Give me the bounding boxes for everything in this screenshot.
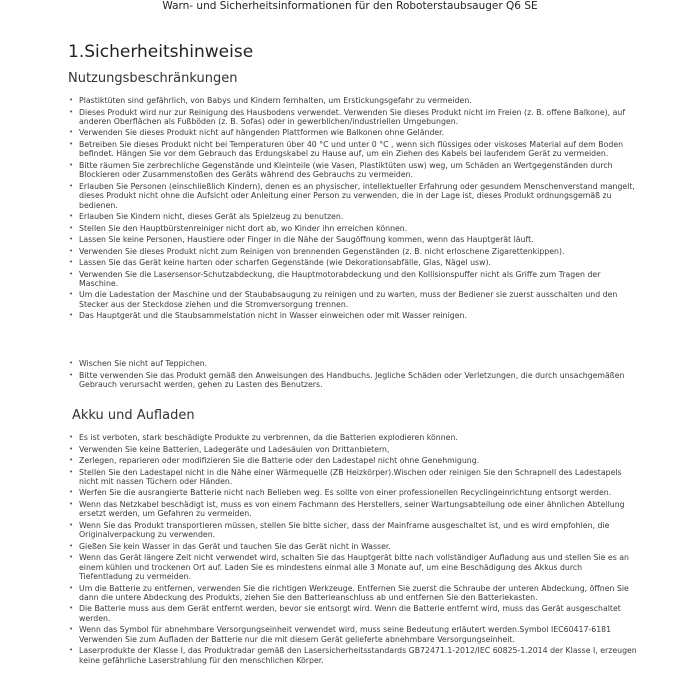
list-item: • Bitte räumen Sie zerbrechliche Gegenstände und Kleinteile (wie Vasen, Plastiktüten usw) weg, um Schäden an Wertgegenständen durch Blockieren oder Zusammenstoßen des Geräts während des Gebrauchs zu vermeiden. [68, 161, 638, 180]
list-item: • Werfen Sie die ausrangierte Batterie nicht nach Belieben weg. Es sollte von einer professionellen Recyclingeinrichtung entsorgt werden. [68, 488, 638, 497]
list-item: • Das Hauptgerät und die Staubsammelstation nicht in Wasser einweichen oder mit Wasser reinigen. [68, 311, 638, 320]
usage-restrictions-list [68, 96, 638, 323]
list-item: • Um die Batterie zu entfernen, verwenden Sie die richtigen Werkzeuge. Entfernen Sie zuerst die Schraube der unteren Abdeckung, öffnen Sie dann die untere Abdeckung des Produkts, ziehen Sie den Batterieanschluss ab und entfernen Sie den Batteriekasten. [68, 584, 638, 603]
list-item: • Bitte verwenden Sie das Produkt gemäß den Anweisungen des Handbuchs. Jegliche Schäden oder Verletzungen, die durch unsachgemäßen Gebrauch verursacht werden, gehen zu Lasten des Benutzers. [68, 371, 638, 390]
section-title: 1.Sicherheitshinweise [68, 42, 254, 62]
list-item: • Wischen Sie nicht auf Teppichen. [68, 359, 638, 368]
list-item: • Um die Ladestation der Maschine und der Staubabsaugung zu reinigen und zu warten, muss der Bediener sie zuerst ausschalten und den Stecker aus der Steckdose ziehen und die Stromversorgung trennen. [68, 290, 638, 309]
list-item: • Gießen Sie kein Wasser in das Gerät und tauchen Sie das Gerät nicht in Wasser. [68, 542, 638, 551]
list-item: • Stellen Sie den Hauptbürstenreiniger nicht dort ab, wo Kinder ihn erreichen können. [68, 224, 638, 233]
list-item: • Erlauben Sie Personen (einschließlich Kindern), denen es an physischer, intellektueller Erfahrung oder gesundem Menschenverstand mangelt, dieses Produkt nicht ohne die Aufsicht oder Anleitung einer Person zu verwenden, die in der Lage ist, dieses Produkt ordnungsgemäß zu bedienen. [68, 182, 638, 210]
list-item: • Verwenden Sie dieses Produkt nicht auf hängenden Plattformen wie Balkonen ohne Geländer. [68, 128, 638, 137]
battery-charging-heading: Akku und Aufladen [72, 408, 195, 423]
list-item: • Es ist verboten, stark beschädigte Produkte zu verbrennen, da die Batterien explodieren können. [68, 433, 638, 442]
list-item: • Lassen Sie das Gerät keine harten oder scharfen Gegenstände (wie Dekorationsabfälle, Glas, Nägel usw). [68, 258, 638, 267]
list-item: • Stellen Sie den Ladestapel nicht in die Nähe einer Wärmequelle (ZB Heizkörper).Wischen oder reinigen Sie den Schrapnell des Ladestapels nicht mit nassen Tüchern oder Händen. [68, 468, 638, 487]
list-item: • Laserprodukte der Klasse I, das Produktradar gemäß den Lasersicherheitsstandards GB72471.1-2012/IEC 60825-1.2014 der Klasse I, erzeugen keine gefährliche Laserstrahlung für den menschlichen Körper. [68, 646, 638, 665]
list-item: • Zerlegen, reparieren oder modifizieren Sie die Batterie oder den Ladestapel nicht ohne Genehmigung. [68, 456, 638, 465]
usage-restrictions-heading: Nutzungsbeschränkungen [68, 71, 238, 86]
list-item: • Wenn Sie das Produkt transportieren müssen, stellen Sie bitte sicher, dass der Mainframe ausgeschaltet ist, und es wird empfohlen, die Originalverpackung zu verwenden. [68, 521, 638, 540]
list-item: • Wenn das Symbol für abnehmbare Versorgungseinheit verwendet wird, muss seine Bedeutung erläutert werden.Symbol IEC60417-6181 Verwenden Sie zum Aufladen der Batterie nur die mit diesem Gerät gelieferte abnehmbare Versorgungseinheit. [68, 625, 638, 644]
document-header-title: Warn- und Sicherheitsinformationen für den Roboterstaubsauger Q6 SE [162, 0, 538, 12]
list-item: • Die Batterie muss aus dem Gerät entfernt werden, bevor sie entsorgt wird. Wenn die Batterie entfernt wird, muss das Gerät ausgeschaltet werden. [68, 604, 638, 623]
list-item: • Wenn das Netzkabel beschädigt ist, muss es von einem Fachmann des Herstellers, seiner Wartungsabteilung ode einer ähnlichen Abteilung ersetzt werden, um Gefahren zu vermeiden. [68, 500, 638, 519]
list-item: • Betreiben Sie dieses Produkt nicht bei Temperaturen über 40 °C und unter 0 °C , wenn sich flüssiges oder viskoses Material auf dem Boden befindet. Hängen Sie vor dem Gebrauch das Erdungskabel zu Hause auf, um ein Ziehen des Kabels bei laufendem Gerät zu vermeiden. [68, 140, 638, 159]
list-item: • Erlauben Sie Kindern nicht, dieses Gerät als Spielzeug zu benutzen. [68, 212, 638, 221]
list-item: • Verwenden Sie die Lasersensor-Schutzabdeckung, die Hauptmotorabdeckung und den Kollisionspuffer nicht als Griffe zum Tragen der Maschine. [68, 270, 638, 289]
battery-charging-list [68, 433, 638, 667]
list-item: • Plastiktüten sind gefährlich, von Babys und Kindern fernhalten, um Erstickungsgefahr zu vermeiden. [68, 96, 638, 105]
list-item: • Verwenden Sie dieses Produkt nicht zum Reinigen von brennenden Gegenständen (z. B. nicht erloschene Zigarettenkippen). [68, 247, 638, 256]
usage-extra-list [68, 359, 638, 391]
list-item: • Wenn das Gerät längere Zeit nicht verwendet wird, schalten Sie das Hauptgerät bitte nach vollständiger Aufladung aus und stellen Sie es an einem kühlen und trockenen Ort auf. Laden Sie es mindestens einmal alle 3 Monate auf, um eine Beschädigung des Akkus durch Tiefentladung zu vermeiden. [68, 553, 638, 581]
list-item: • Lassen Sie keine Personen, Haustiere oder Finger in die Nähe der Saugöffnung kommen, wenn das Hauptgerät läuft. [68, 235, 638, 244]
list-item: • Dieses Produkt wird nur zur Reinigung des Hausbodens verwendet. Verwenden Sie dieses Produkt nicht im Freien (z. B. offene Balkone), auf anderen Oberflächen als Fußböden (z. B. Sofas) oder in gewerblichen/industriellen Umgebungen. [68, 108, 638, 127]
list-item: • Verwenden Sie keine Batterien, Ladegeräte und Ladesäulen von Drittanbietern, [68, 445, 638, 454]
